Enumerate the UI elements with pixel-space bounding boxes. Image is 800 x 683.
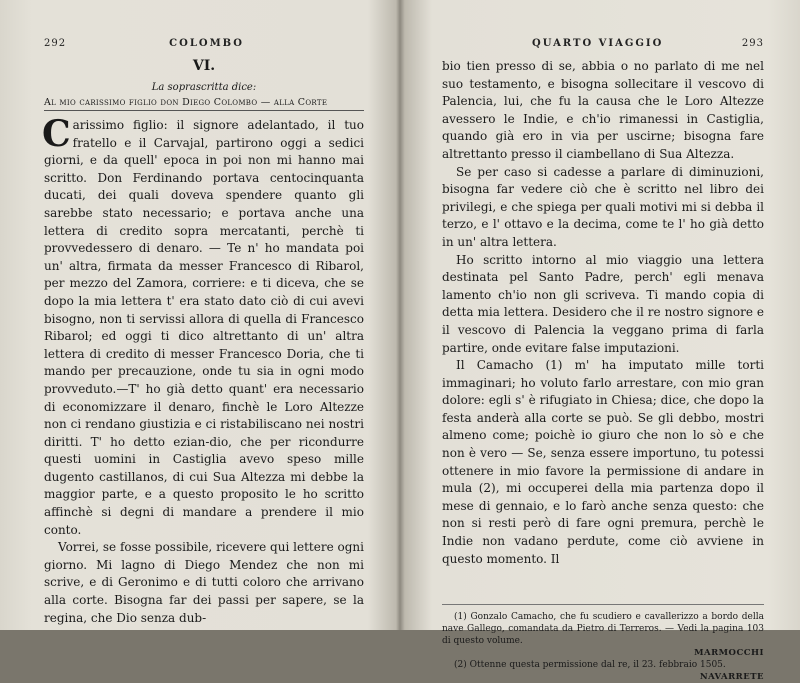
paragraph: bio tien presso di se, abbia o no parlato di me nel suo testamento, e bisogna sollecitare il vescovo di Palencia, lui, che fu la causa che le Loro Altezze avessero le Indie, e ch'io rimanessi in Castiglia, quando già ero in via per uscirne; bisogna fare altrettanto presso il ciambellano di Sua Altezza. (442, 59, 764, 161)
letter-intro: La soprascritta dice: (151, 82, 257, 93)
running-title: COLOMBO (169, 38, 244, 49)
paragraph: Il Camacho (1) m' ha imputato mille torti immaginari; ho voluto farlo arrestare, con mio gran dolore: egli s' è rifugiato in Chiesa; dice, che dopo la festa anderà alla corte se può. Se gli debbo, mostri almeno come; poichè io giuro che non lo sò e che non è vero — Se, senza essere importuno, tu potessi ottenere in mio favore la permissione di andare in mula (2), mi occuperei della mia partenza dopo il mese di gennaio, e lo farò anche senza questo: che non si resti però di fare ogni premura, perchè le Indie non vadano perdute, come ciò avviene in questo momento. Il (442, 358, 764, 566)
drop-cap: C (42, 113, 71, 155)
left-page-body (42, 113, 364, 627)
footnote: (1) Gonzalo Camacho, che fu scudiero e cavallerizzo a bordo della nave Gallego, comandata da Pietro di Terreros. — Vedi la pagina 103 di questo volume. (442, 612, 764, 647)
paragraph: Ho scritto intorno al mio viaggio una lettera destinata pel Santo Padre, perch' egli menava lamento ch'io non gli scriveva. Ti mando copia di detta mia lettera. Desidero che il re nostro signore e il vescovo di Palencia la veggano prima di farla partire, onde evitare false imputazioni. (442, 252, 764, 355)
footnote: (2) Ottenne questa permissione dal re, il 23. febbraio 1505. (454, 660, 726, 671)
footnote-signature: NAVARRETE (699, 672, 764, 683)
right-page (402, 0, 800, 683)
paragraph: Vorrei, se fosse possibile, ricevere qui lettere ogni giorno. Mi lagno di Diego Mendez che non mi scrive, e di Geronimo e di tutti coloro che arrivano alla corte. Bisogna far dei passi per sapere, se la regina, che Dio senza dub- (44, 540, 364, 625)
chapter-heading: VI. (192, 58, 216, 74)
right-page-body (442, 58, 764, 568)
page-number: 293 (741, 38, 764, 49)
right-page-header (442, 38, 764, 54)
paragraph-text: arissimo figlio: il signore adelantado, il tuo fratello e il Carvajal, partirono oggi a sedici giorni, e da quell' epoca in poi non mi hanno mai scritto. Don Ferdinando portava centocinquanta ducati, dei quali doveva spendere quanto gli sarebbe stato necessario; e portava anche una lettera di credito sopra mercatanti, perchè ti provvedessero di denaro. — Te n' ho mandata poi un' altra, firmata da messer Francesco di Ribarol, per mezzo del Zamora, corriere: e ti diceva, che se dopo la mia lettera t' era stato dato ciò di cui avevi bisogno, non ti servissi allora di quella di Francesco Ribarol; ed oggi ti dico altrettanto di un' altra lettera di credito di messer Francesco Doria, che ti mando per precauzione, onde tu sia in ogni modo provveduto.—T' ho già detto quant' era necessario di economizzare il denaro, finchè le Loro Altezze non ci rendano giustizia e ci ristabiliscano nei nostri diritti. T' ho detto ezian-dio, che per ricondurre questi uomini in Castiglia avevo speso mille dugento castillanos, di cui Sua Altezza mi debbe la maggior parte, e a questo proposito le ho scritto affinchè si degni di mandare a prendere il mio conto. (44, 118, 364, 537)
running-title: QUARTO VIAGGIO (532, 38, 664, 49)
footnotes (442, 604, 764, 683)
left-page-header (44, 38, 364, 54)
footnote-signature: MARMOCCHI (694, 648, 764, 659)
paragraph: Se per caso si cadesse a parlare di diminuzioni, bisogna far vedere ciò che è scritto nel libro dei privilegi, e che spiega per quali motivi mi si debba il terzo, e l' ottavo e la decima, come te l' ho già detto in un' altra lettera. (442, 164, 764, 249)
left-page (0, 0, 400, 630)
page-number: 292 (44, 38, 67, 49)
paragraph (42, 113, 364, 539)
letter-addressee: Al mio carissimo figlio don Diego Colombo — alla Corte (44, 97, 364, 111)
